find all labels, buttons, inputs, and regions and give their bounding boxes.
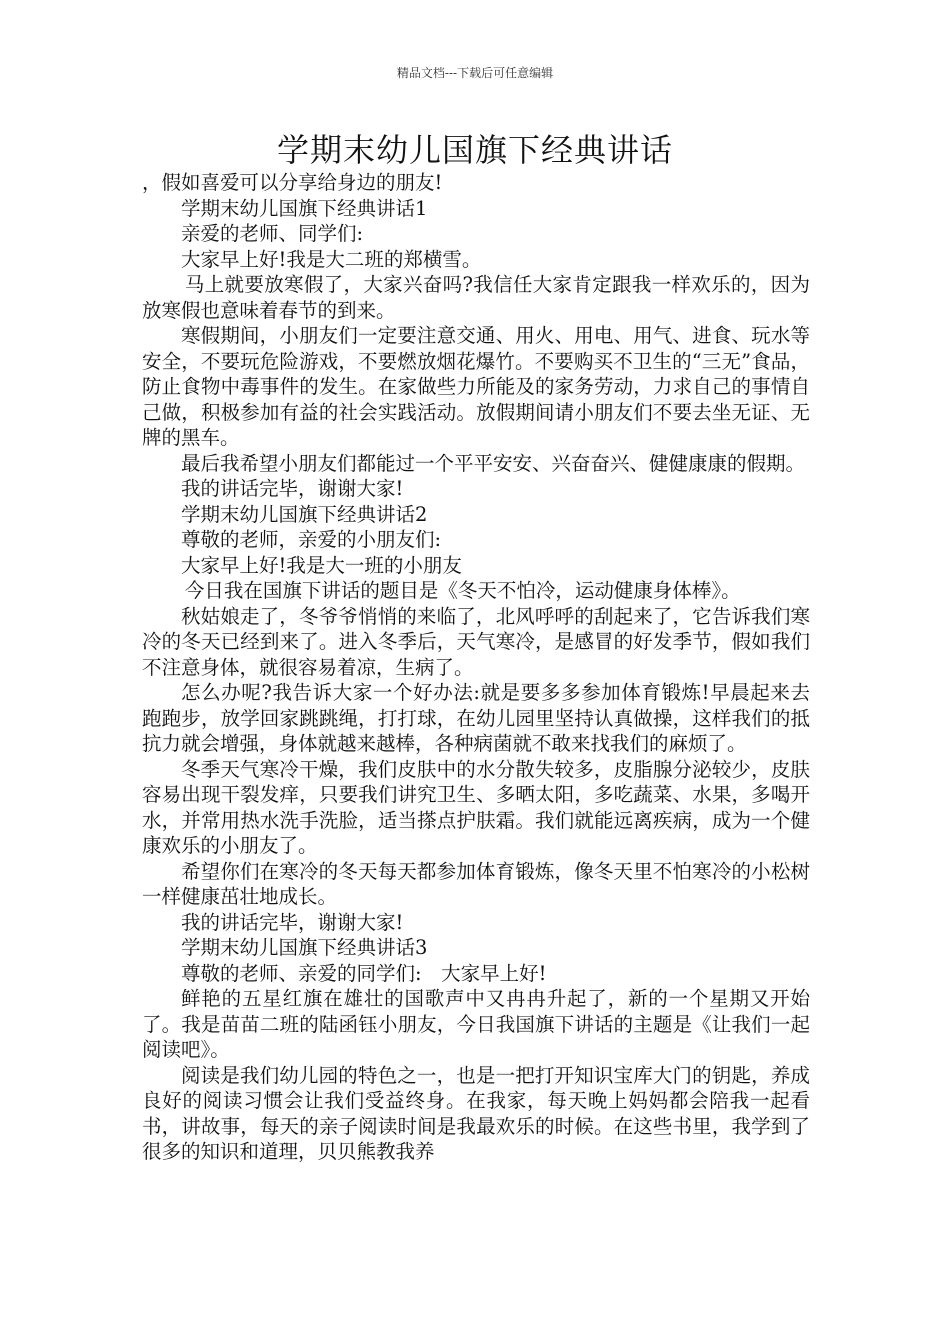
paragraph: 冬季天气寒冷干燥，我们皮肤中的水分散失较多，皮脂腺分泌较少，皮肤容易出现干裂发痒，只要我们讲究卫生、多晒太阳，多吃蔬菜、水果，多喝开水，并常用热水洗手洗脸，适当搽点护肤霜。我们就能远离疾病，成为一个健康欢乐的小朋友了。 (142, 757, 810, 857)
document-body (142, 170, 810, 1165)
paragraph: 大家早上好!我是大二班的郑横雪。 (181, 247, 482, 271)
paragraph: 希望你们在寒冷的冬天每天都参加体育锻炼，像冬天里不怕寒冷的小松树一样健康茁壮地成长。 (142, 859, 810, 908)
paragraph: 鲜艳的五星红旗在雄壮的国歌声中又冉冉升起了，新的一个星期又开始了。我是苗苗二班的陆函钰小朋友，今日我国旗下讲话的主题是《让我们一起阅读吧》。 (142, 987, 810, 1061)
paragraph: 阅读是我们幼儿园的特色之一，也是一把打开知识宝库大门的钥匙，养成良好的阅读习惯会让我们受益终身。在我家，每天晚上妈妈都会陪我一起看书，讲故事，每天的亲子阅读时间是我最欢乐的时候。在这些书里，我学到了很多的知识和道理，贝贝熊教我养 (142, 1063, 810, 1163)
paragraph: 寒假期间，小朋友们一定要注意交通、用火、用电、用气、进食、玩水等安全，不要玩危险游戏，不要燃放烟花爆竹。不要购买不卫生的“三无”食品，防止食物中毒事件的发生。在家做些力所能及的家务劳动，力求自己的事情自己做，积极参加有益的社会实践活动。放假期间请小朋友们不要去坐无证、无牌的黑车。 (142, 324, 810, 449)
paragraph: 学期末幼儿国旗下经典讲话1 (181, 196, 428, 220)
paragraph: 秋姑娘走了，冬爷爷悄悄的来临了，北风呼呼的刮起来了，它告诉我们寒冷的冬天已经到来了。进入冬季后，天气寒冷，是感冒的好发季节，假如我们不注意身体，就很容易着凉，生病了。 (142, 604, 810, 679)
paragraph: 今日我在国旗下讲话的题目是《冬天不怕冷，运动健康身体棒》。 (184, 579, 741, 602)
paragraph: 大家早上好!我是大一班的小朋友 (181, 553, 462, 577)
page-header: 精品文档---下载后可任意编辑 (396, 66, 554, 80)
paragraph: 亲爱的老师、同学们: (181, 222, 364, 245)
paragraph: 尊敬的老师、亲爱的同学们: 大家早上好! (181, 961, 547, 985)
paragraph: 尊敬的老师，亲爱的小朋友们: (181, 528, 442, 551)
paragraph: 怎么办呢?我告诉大家一个好办法:就是要多多参加体育锻炼!早晨起来去跑跑步，放学回家跳跳绳，打打球，在幼儿园里坚持认真做操，这样我们的抵抗力就会增强，身体就越来越棒，各种病菌就不敢来找我们的麻烦了。 (142, 681, 810, 755)
paragraph: 学期末幼儿国旗下经典讲话2 (181, 502, 428, 526)
paragraph: 学期末幼儿国旗下经典讲话3 (181, 936, 428, 959)
paragraph: 我的讲话完毕，谢谢大家! (181, 477, 404, 500)
paragraph: 最后我希望小朋友们都能过一个平平安安、兴奋奋兴、健健康康的假期。 (181, 451, 806, 475)
paragraph: ，假如喜爱可以分享给身边的朋友! (142, 171, 443, 194)
document-title: 学期末幼儿国旗下经典讲话 (276, 131, 673, 169)
paragraph: 我的讲话完毕，谢谢大家! (181, 910, 404, 934)
paragraph: 马上就要放寒假了，大家兴奋吗?我信任大家肯定跟我一样欢乐的，因为放寒假也意味着春节的到来。 (142, 273, 810, 322)
